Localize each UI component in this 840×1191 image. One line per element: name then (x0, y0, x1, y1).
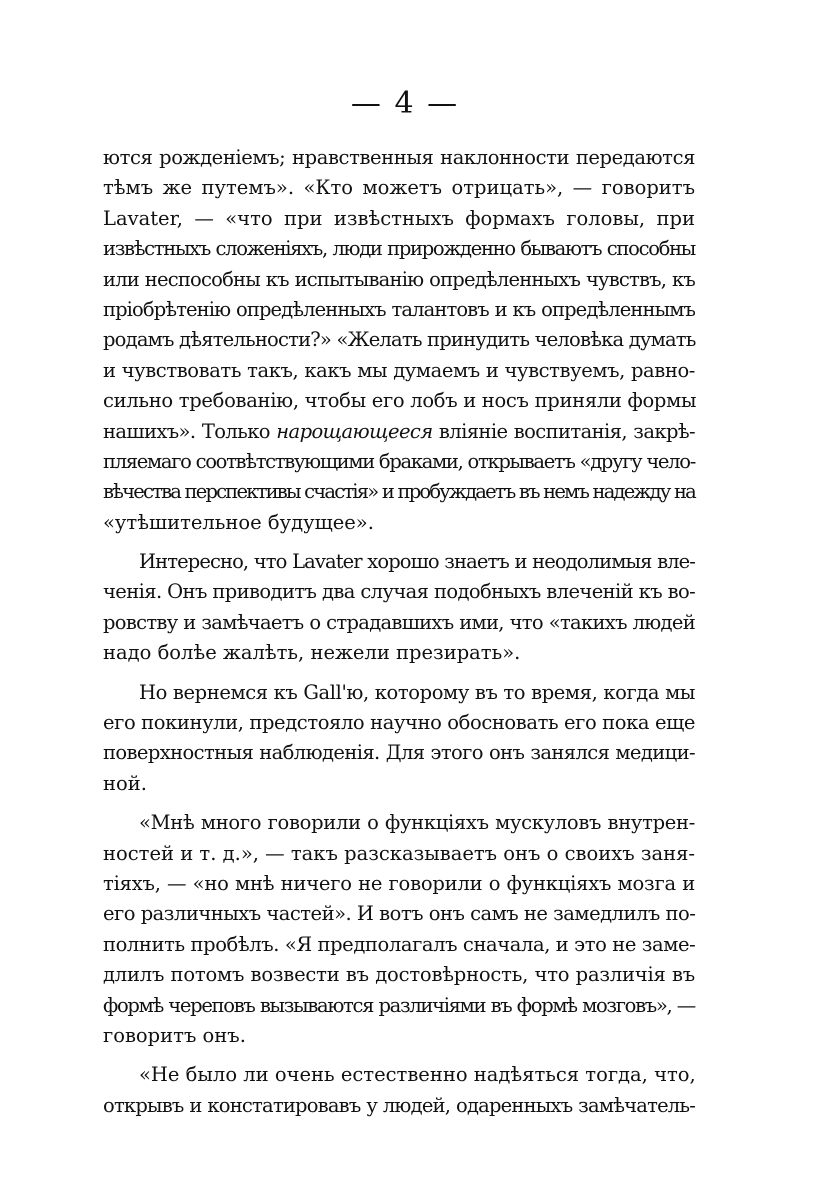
text-line: пляемаго соотвѣтствующими браками, открываетъ «другу чело- (103, 449, 695, 473)
text-line: полнить пробѣлъ. «Я предполагалъ сначала, и это не заме- (103, 932, 696, 956)
text-line: и чувствовать такъ, какъ мы думаемъ и чувствуемъ, равно- (103, 358, 695, 382)
paragraph-5 (103, 1060, 695, 1121)
text-line: его покинули, предстояло научно обосновать его пока еще (103, 711, 695, 735)
text-line: или неспособны къ испытыванію опредѣленныхъ чувствъ, къ (103, 267, 695, 291)
paragraph-3 (103, 678, 695, 800)
page-number: — 4 — (350, 86, 460, 121)
text-line: ностей и т. д.», — такъ разсказываетъ онъ о своихъ заня- (103, 841, 695, 865)
paragraph-4 (103, 808, 695, 1051)
text-run: нашихъ». Только (103, 419, 277, 443)
text-line: его различныхъ частей». И вотъ онъ самъ не замедлилъ по- (103, 902, 696, 926)
text-line: ровству и замѣчаетъ о страдавшихъ ими, что «такихъ людей (103, 610, 695, 634)
text-line: извѣстныхъ сложеніяхъ, люди прирожденно бываютъ способны (103, 237, 695, 261)
text-line: сильно требованію, чтобы его лобъ и носъ приняли формы (103, 389, 697, 413)
text-line: Интересно, что Lavater хорошо знаетъ и неодолимыя вле- (139, 550, 695, 574)
text-line: вѣчества перспективы счастія» и пробуждаетъ въ немъ надежду на (103, 480, 695, 504)
text-line: ченія. Онъ приводитъ два случая подобныхъ влеченій къ во- (103, 580, 696, 604)
text-line: Но вернемся къ Gall'ю, которому въ то время, когда мы (139, 680, 695, 704)
text-line: ной. (103, 771, 147, 795)
text-line (103, 417, 695, 447)
text-line: «утѣшительное будущее». (103, 510, 374, 534)
text-line: пріобрѣтенію опредѣленныхъ талантовъ и къ опредѣленнымъ (103, 297, 695, 321)
text-line: поверхностныя наблюденія. Для этого онъ занялся медици- (103, 741, 695, 765)
text-line: формѣ череповъ вызываются различіями въ формѣ мозговъ», — (103, 993, 695, 1017)
text-line: открывъ и констатировавъ у людей, одаренныхъ замѣчатель- (103, 1093, 695, 1117)
text-line: тіяхъ, — «но мнѣ ничего не говорили о функціяхъ мозга и (103, 871, 695, 895)
paragraph-2 (103, 547, 695, 669)
text-line: тѣмъ же путемъ». «Кто можетъ отрицать», — говоритъ (103, 176, 695, 200)
text-line: длилъ потомъ возвести въ достовѣрность, что различія въ (103, 963, 695, 987)
text-line: «Мнѣ много говорили о функціяхъ мускуловъ внутрен- (139, 811, 695, 835)
text-line: ются рожденіемъ; нравственныя наклонности передаются (103, 146, 695, 169)
text-line: Lavater, — «что при извѣстныхъ формахъ головы, при (103, 206, 695, 230)
body-text (103, 143, 695, 1121)
text-run: вліяніе воспитанія, закрѣ- (432, 419, 695, 443)
text-line: надо болѣе жалѣть, нежели презирать». (103, 641, 521, 665)
text-line: «Не было ли очень естественно надѣяться тогда, что, (139, 1063, 696, 1087)
paragraph-1 (103, 143, 695, 538)
text-line: родамъ дѣятельности?» «Желать принудить человѣка думать (103, 328, 696, 352)
italic-emphasis: нарощающееся (276, 419, 433, 443)
text-line: говоритъ онъ. (103, 1023, 246, 1047)
